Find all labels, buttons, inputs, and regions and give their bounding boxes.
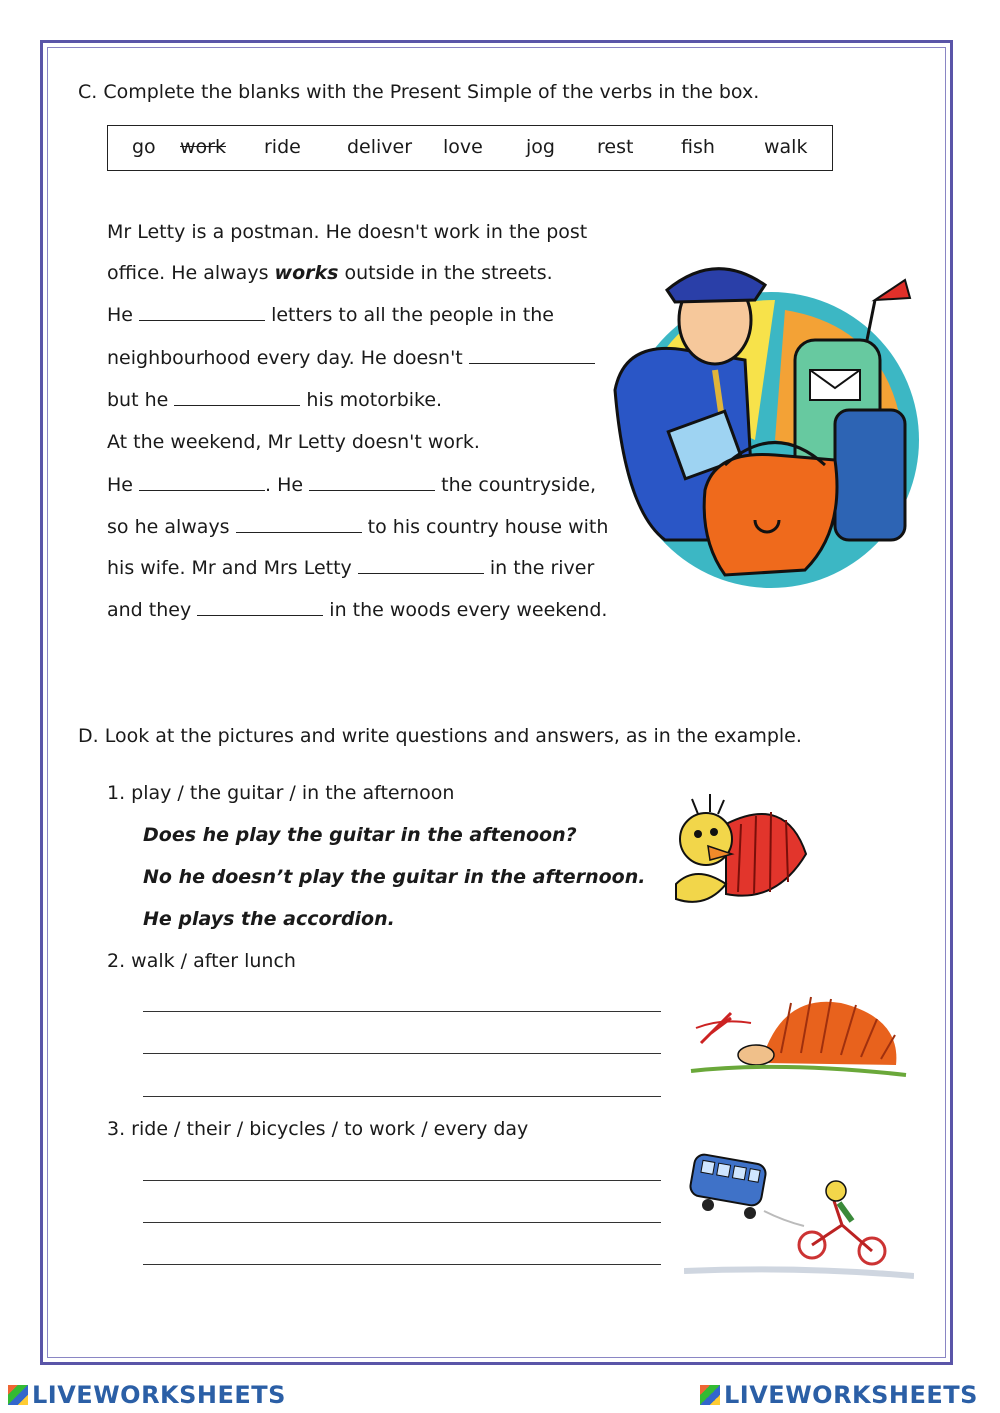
- verb-work-example: work: [180, 136, 226, 158]
- text-line-1: Mr Letty is a postman. He doesn't work in the post: [107, 221, 588, 243]
- verb-go: go: [132, 136, 156, 158]
- text-line-5: but he his motorbike.: [107, 389, 443, 411]
- verb-jog: jog: [526, 136, 555, 158]
- answer-line-3a[interactable]: [143, 1180, 661, 1181]
- verb-deliver: deliver: [347, 136, 413, 158]
- footer-brand-right: LIVEWORKSHEETS: [700, 1381, 978, 1409]
- text-line-8: so he always to his country house with: [107, 516, 609, 538]
- liveworksheets-logo-icon: [700, 1385, 720, 1405]
- text-line-3: He letters to all the people in the: [107, 304, 554, 326]
- example-negative-answer: No he doesn’t play the guitar in the afternoon.: [143, 866, 646, 888]
- text-line-10: and they in the woods every weekend.: [107, 599, 608, 621]
- postman-illustration: [605, 240, 927, 590]
- answer-line-2b[interactable]: [143, 1053, 661, 1054]
- example-question: Does he play the guitar in the aftenoon?: [143, 824, 577, 846]
- verb-ride: ride: [264, 136, 301, 158]
- item-3-prompt: 3. ride / their / bicycles / to work / every day: [107, 1118, 529, 1140]
- section-d-instruction: D. Look at the pictures and write questions and answers, as in the example.: [78, 725, 802, 747]
- section-c-instruction: C. Complete the blanks with the Present Simple of the verbs in the box.: [78, 81, 760, 103]
- text-line-7: He . He the countryside,: [107, 474, 597, 496]
- blank-4[interactable]: [139, 474, 265, 491]
- blank-2[interactable]: [469, 347, 595, 364]
- hedgehog-illustration: [681, 983, 913, 1088]
- verb-rest: rest: [597, 136, 634, 158]
- item-1-prompt: 1. play / the guitar / in the afternoon: [107, 782, 455, 804]
- text-line-2: office. He always works outside in the streets.: [107, 262, 553, 284]
- footer-brand-left: LIVEWORKSHEETS: [8, 1381, 286, 1409]
- answer-line-2c[interactable]: [143, 1096, 661, 1097]
- verb-fish: fish: [681, 136, 715, 158]
- text-line-6: At the weekend, Mr Letty doesn't work.: [107, 431, 480, 453]
- blank-8[interactable]: [197, 599, 323, 616]
- blank-5[interactable]: [309, 474, 435, 491]
- blank-6[interactable]: [236, 516, 362, 533]
- example-positive-answer: He plays the accordion.: [143, 908, 395, 930]
- bus-bicycles-illustration: [684, 1141, 914, 1281]
- accordion-illustration: [666, 784, 818, 918]
- verb-love: love: [443, 136, 483, 158]
- answer-line-3b[interactable]: [143, 1222, 661, 1223]
- verb-box: [107, 125, 833, 171]
- example-answer: works: [274, 262, 339, 284]
- answer-line-2a[interactable]: [143, 1011, 661, 1012]
- item-2-prompt: 2. walk / after lunch: [107, 950, 296, 972]
- blank-1[interactable]: [139, 304, 265, 321]
- text-line-4: neighbourhood every day. He doesn't: [107, 346, 595, 370]
- verb-walk: walk: [764, 136, 808, 158]
- answer-line-3c[interactable]: [143, 1264, 661, 1265]
- text-line-9: his wife. Mr and Mrs Letty in the river: [107, 557, 595, 579]
- blank-7[interactable]: [358, 557, 484, 574]
- blank-3[interactable]: [174, 389, 300, 406]
- liveworksheets-logo-icon: [8, 1385, 28, 1405]
